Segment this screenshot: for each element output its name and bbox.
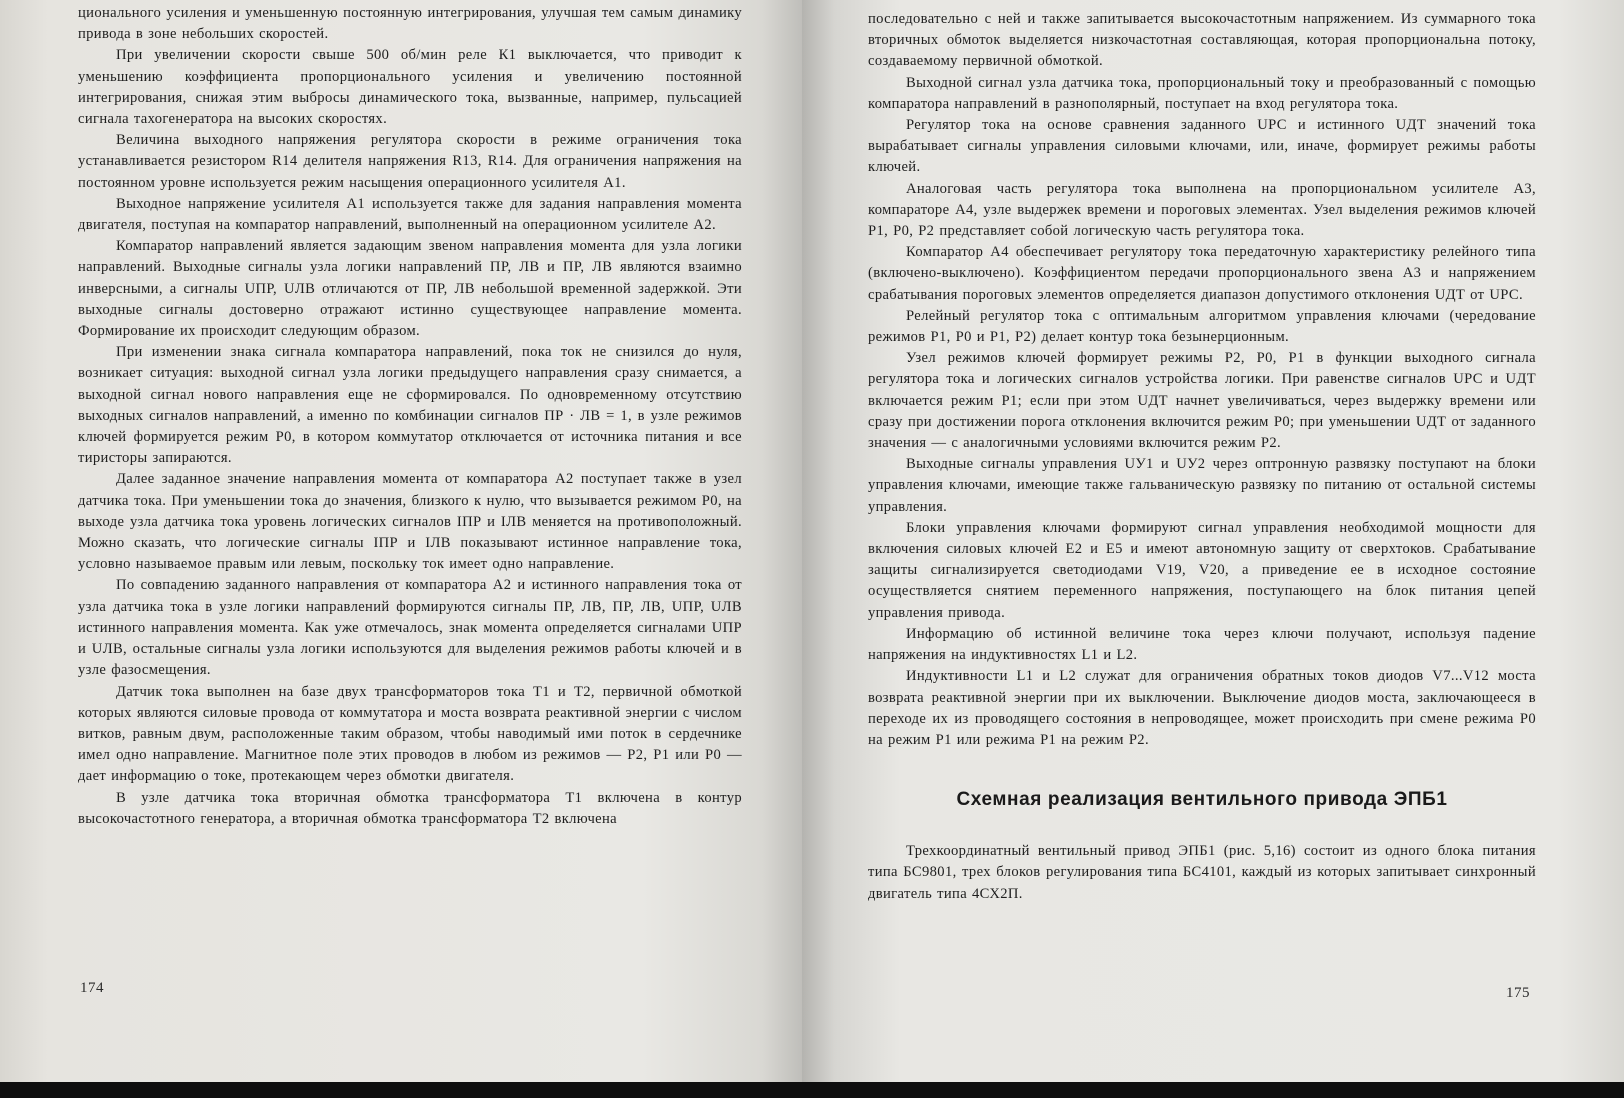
left-text-column [78,3,742,830]
paragraph: Релейный регулятор тока с оптимальным алгоритмом управления ключами (чередование режимов Р1, Р0 и Р1, Р2) делает контур тока безынерционным. [868,307,1536,346]
paragraph: Узел режимов ключей формирует режимы Р2, Р0, Р1 в функции выходного сигнала регулятора тока и логических сигналов устройства логики. При равенстве сигналов UРС и UДТ включается режим Р1; если при этом UДТ начнет увеличиваться, через выдержку времени или сразу при достижении порога отклонения включится режим Р0; при уменьшении UДТ от заданного значения — с аналогичными условиями включится режим Р2. [868,350,1536,452]
paragraph: ционального усиления и уменьшенную постоянную интегрирования, улучшая тем самым динамику привода в зоне небольших скоростей. [78,5,742,43]
left-page [0,0,802,1082]
paragraph: Выходные сигналы управления UУ1 и UУ2 через оптронную развязку поступают на блоки управления ключами, имеющие также гальваническую развязку по питанию от остальной системы управления. [868,456,1536,515]
paragraph: Регулятор тока на основе сравнения заданного UРС и истинного UДТ значений тока вырабатывает сигналы управления силовыми ключами, или, иначе, формирует режимы работы ключей. [868,117,1536,176]
paragraph: Индуктивности L1 и L2 служат для ограничения обратных токов диодов V7...V12 моста возврата реактивной энергии при их выключении. Выключение диодов моста, заключающееся в переходе их из проводящего состояния в непроводящее, может происходить при смене режима Р0 на режим Р1 или режима Р1 на режим Р2. [868,668,1536,748]
scan-edge [0,1082,1624,1098]
paragraph: По совпадению заданного направления от компаратора А2 и истинного направления тока от узла датчика тока в узле логики направлений формируются сигналы ПР, ЛВ, ПР, ЛВ, UПР, UЛВ истинного направления момента. Как уже отмечалось, знак момента определяется сигналами UПР и UЛВ, остальные сигналы узла логики используются для выделения режимов работы ключей и в узле фазосмещения. [78,577,742,679]
paragraph: Компаратор А4 обеспечивает регулятору тока передаточную характеристику релейного типа (включено-выключено). Коэффициентом передачи пропорционального звена А3 и напряжением срабатывания пороговых элементов определяется диапазон допустимого отклонения UДТ от UРС. [868,244,1536,303]
paragraph: последовательно с ней и также запитывается высокочастотным напряжением. Из суммарного тока вторичных обмоток выделяется низкочастотная составляющая, которая пропорциональна потоку, создаваемому первичной обмоткой. [868,11,1536,70]
paragraph: Информацию об истинной величине тока через ключи получают, используя падение напряжения на индуктивностях L1 и L2. [868,625,1536,664]
paragraph: Выходное напряжение усилителя А1 используется также для задания направления момента двигателя, поступая на компаратор направлений, выполненный на операционном усилителе А2. [78,195,742,234]
paragraph: Компаратор направлений является задающим звеном направления момента для узла логики направлений. Выходные сигналы узла логики направлений ПР, ЛВ и ПР, ЛВ являются взаимно инверсными, а сигналы UПР, UЛВ отличаются от ПР, ЛВ небольшой временной задержкой. Эти выходные сигналы достоверно отражают истинно существующее направление момента. Формирование их происходит следующим образом. [78,238,742,340]
paragraph: В узле датчика тока вторичная обмотка трансформатора Т1 включена в контур высокочастотного генератора, а вторичная обмотка трансформатора Т2 включена [78,789,742,827]
section-heading: Схемная реализация вентильного привода ЭПБ1 [956,789,1448,811]
paragraph: Величина выходного напряжения регулятора скорости в режиме ограничения тока устанавливается резистором R14 делителя напряжения R13, R14. Для ограничения напряжения на постоянном уровне используется режим насыщения операционного усилителя А1. [78,132,742,191]
paragraph: Аналоговая часть регулятора тока выполнена на пропорциональном усилителе А3, компараторе А4, узле выдержек времени и пороговых элементах. Узел выделения режимов ключей Р1, Р0, Р2 представляет собой логическую часть регулятора тока. [868,180,1536,240]
paragraph: Блоки управления ключами формируют сигнал управления необходимой мощности для включения силовых ключей Е2 и Е5 и имеют автономную защиту от сверхтоков. Срабатывание защиты сигнализируется светодиодами V19, V20, а приведение ее в исходное состояние осуществляется снятием переменного напряжения, поступающего на блок питания цепей управления привода. [868,519,1536,621]
paragraph: Датчик тока выполнен на базе двух трансформаторов тока Т1 и Т2, первичной обмоткой которых являются силовые провода от коммутатора и моста возврата реактивной энергии с числом витков, равным двум, расположенные таким образом, чтобы наводимый ими поток в сердечнике имел одно направление. Магнитное поле этих проводов в любом из режимов — Р2, Р1 или Р0 — дает информацию о токе, протекающем через обмотки двигателя. [78,683,742,785]
page-number: 174 [80,980,104,996]
right-page [802,0,1624,1082]
paragraph: Выходной сигнал узла датчика тока, пропорциональный току и преобразованный с помощью компаратора направлений в разнополярный, поступает на вход регулятора тока. [868,74,1536,112]
paragraph: Далее заданное значение направления момента от компаратора А2 поступает также в узел датчика тока. При уменьшении тока до значения, близкого к нулю, что вызывается режимом Р0, на выходе узла датчика тока уровень логических сигналов IПР и IЛВ меняется на противоположный. Можно сказать, что логические сигналы IПР и IЛВ показывают истинное направление тока, условно называемое правым или левым, поскольку ток имеет одно направление. [78,471,742,573]
paragraph: При изменении знака сигнала компаратора направлений, пока ток не снизился до нуля, возникает ситуация: выходной сигнал узла логики предыдущего направления сразу снимается, а выходной сигнал нового направления еще не сформировался. По одновременному отсутствию выходных сигналов направлений, а именно по комбинации сигналов ПР · ЛВ = 1, в узле режимов ключей формируется режим Р0, в котором коммутатор отключается от источника питания и все тиристоры запираются. [78,344,742,467]
right-text-column [868,9,1536,905]
page-number: 175 [1506,985,1530,1001]
paragraph: При увеличении скорости свыше 500 об/мин реле К1 выключается, что приводит к уменьшению коэффициента пропорционального усиления и увеличению постоянной интегрирования, снижая этим выбросы динамического тока, вызванные, например, пульсацией сигнала тахогенератора на высоких скоростях. [78,47,742,128]
paragraph: Трехкоординатный вентильный привод ЭПБ1 (рис. 5,16) состоит из одного блока питания типа БС9801, трех блоков регулирования типа БС4101, каждый из которых запитывает синхронный двигатель типа 4СХ2П. [868,843,1536,902]
